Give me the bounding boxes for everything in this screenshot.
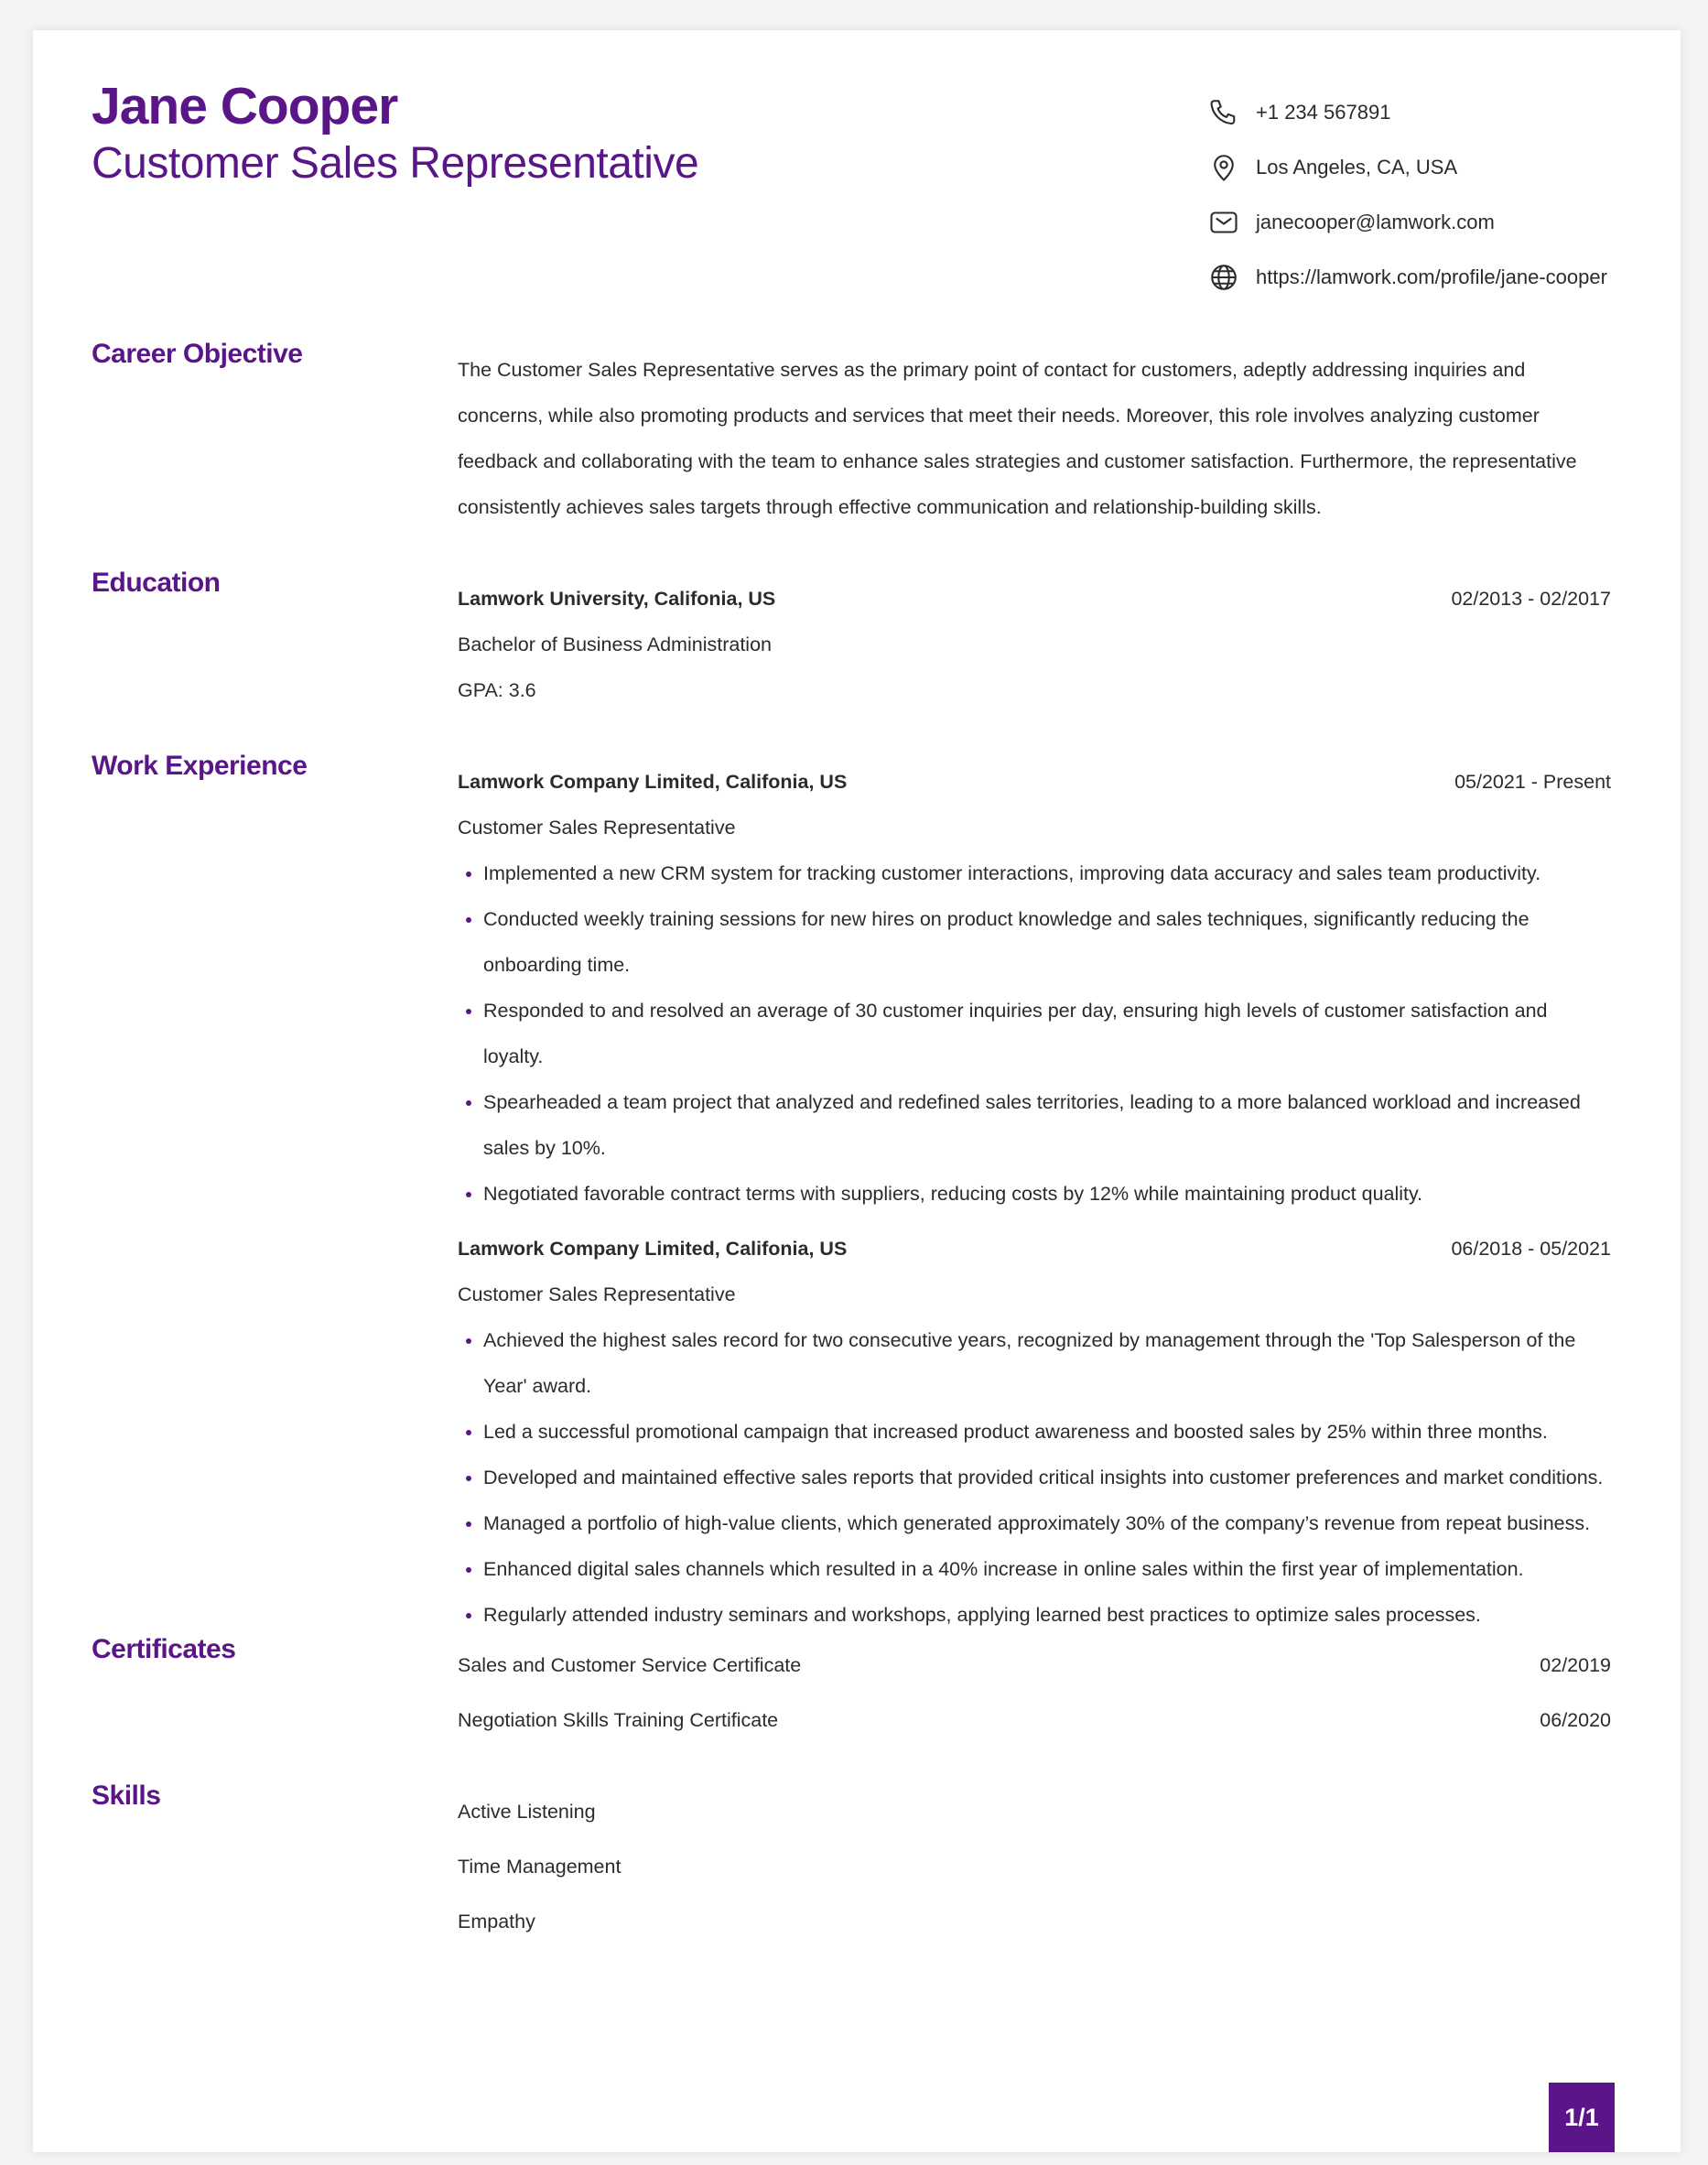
job-company: Lamwork Company Limited, Califonia, US	[458, 1237, 848, 1260]
skills-body	[458, 1784, 1611, 1949]
email-icon	[1206, 205, 1241, 240]
education-institution: Lamwork University, Califonia, US	[458, 587, 776, 610]
job-dates: 06/2018 - 05/2021	[1451, 1237, 1611, 1260]
education-dates: 02/2013 - 02/2017	[1451, 587, 1611, 610]
section-heading-certificates: Certificates	[92, 1634, 236, 1664]
job-bullet: Spearheaded a team project that analyzed and redefined sales territories, leading to a more balanced workload and increased sales by 10%.	[458, 1079, 1611, 1171]
job-entry	[458, 1226, 1611, 1638]
certificate-item	[458, 1638, 1611, 1693]
section-heading-work-experience: Work Experience	[92, 751, 308, 781]
work-experience-section	[92, 751, 1618, 1633]
job-bullet: Responded to and resolved an average of 30 customer inquiries per day, ensuring high levels of customer satisfaction and loyalty.	[458, 988, 1611, 1079]
job-bullet: Negotiated favorable contract terms with suppliers, reducing costs by 12% while maintaining product quality.	[458, 1171, 1611, 1217]
career-objective-section	[92, 339, 1618, 562]
phone-icon	[1206, 95, 1241, 130]
contact-email	[1206, 195, 1646, 250]
email-text[interactable]: janecooper@lamwork.com	[1256, 211, 1495, 233]
work-experience-body	[458, 759, 1611, 1638]
job-bullet: Enhanced digital sales channels which resulted in a 40% increase in online sales within the first year of implementation.	[458, 1546, 1611, 1592]
education-degree: Bachelor of Business Administration	[458, 633, 772, 655]
website-text[interactable]: https://lamwork.com/profile/jane-cooper	[1256, 265, 1607, 288]
section-heading-career-objective: Career Objective	[92, 339, 303, 369]
education-section	[92, 568, 1618, 718]
phone-text: +1 234 567891	[1256, 101, 1391, 124]
certificate-name: Sales and Customer Service Certificate	[458, 1653, 802, 1676]
section-heading-education: Education	[92, 568, 221, 598]
education-gpa: GPA: 3.6	[458, 679, 536, 701]
job-bullet: Implemented a new CRM system for tracking customer interactions, improving data accuracy and sales team productivity.	[458, 850, 1611, 896]
candidate-name: Jane Cooper	[92, 77, 398, 135]
globe-icon	[1206, 260, 1241, 295]
certificate-name: Negotiation Skills Training Certificate	[458, 1708, 779, 1731]
contact-website	[1206, 250, 1646, 305]
certificate-date: 02/2019	[1540, 1653, 1611, 1676]
section-heading-skills: Skills	[92, 1781, 161, 1811]
contact-location	[1206, 140, 1646, 195]
candidate-title: Customer Sales Representative	[92, 139, 699, 188]
education-entry-header	[458, 576, 1611, 622]
location-text: Los Angeles, CA, USA	[1256, 156, 1458, 179]
job-role: Customer Sales Representative	[458, 1283, 736, 1305]
location-pin-icon	[1206, 150, 1241, 185]
certificates-section	[92, 1634, 1618, 1757]
career-objective-body	[458, 347, 1611, 530]
job-header	[458, 1226, 1611, 1272]
job-bullets	[458, 1317, 1611, 1638]
career-objective-text: The Customer Sales Representative serves as the primary point of contact for customers, adeptly addressing inquiries and concerns, while also promoting products and services that meet their needs. Moreover, this role involves analyzing customer feedback and collaborating with the team to enhance sales strategies and customer satisfaction. Furthermore, the representative consistently achieves sales targets through effective communication and relationship-building skills.	[458, 359, 1577, 518]
job-role: Customer Sales Representative	[458, 817, 736, 839]
job-bullet: Developed and maintained effective sales reports that provided critical insights into customer preferences and market conditions.	[458, 1455, 1611, 1500]
job-header	[458, 759, 1611, 805]
contact-phone	[1206, 85, 1646, 140]
job-bullet: Achieved the highest sales record for two consecutive years, recognized by management through the 'Top Salesperson of the Year' award.	[458, 1317, 1611, 1409]
job-bullet: Managed a portfolio of high-value clients, which generated approximately 30% of the company’s revenue from repeat business.	[458, 1500, 1611, 1546]
page-indicator: 1/1	[1549, 2083, 1615, 2152]
education-body	[458, 576, 1611, 713]
skill-item: Active Listening	[458, 1800, 596, 1823]
skill-item: Time Management	[458, 1855, 622, 1878]
resume-page	[33, 30, 1681, 2152]
skill-item: Empathy	[458, 1910, 535, 1932]
job-dates: 05/2021 - Present	[1454, 770, 1611, 793]
skills-section	[92, 1781, 1618, 1958]
job-bullet: Regularly attended industry seminars and workshops, applying learned best practices to optimize sales processes.	[458, 1592, 1611, 1638]
job-bullets	[458, 850, 1611, 1217]
contact-list	[1206, 85, 1646, 305]
certificate-date: 06/2020	[1540, 1708, 1611, 1731]
certificate-item	[458, 1693, 1611, 1748]
job-company: Lamwork Company Limited, Califonia, US	[458, 770, 848, 793]
job-bullet: Conducted weekly training sessions for new hires on product knowledge and sales techniques, significantly reducing the onboarding time.	[458, 896, 1611, 988]
certificates-body	[458, 1638, 1611, 1748]
job-bullet: Led a successful promotional campaign that increased product awareness and boosted sales by 25% within three months.	[458, 1409, 1611, 1455]
job-entry	[458, 759, 1611, 1217]
